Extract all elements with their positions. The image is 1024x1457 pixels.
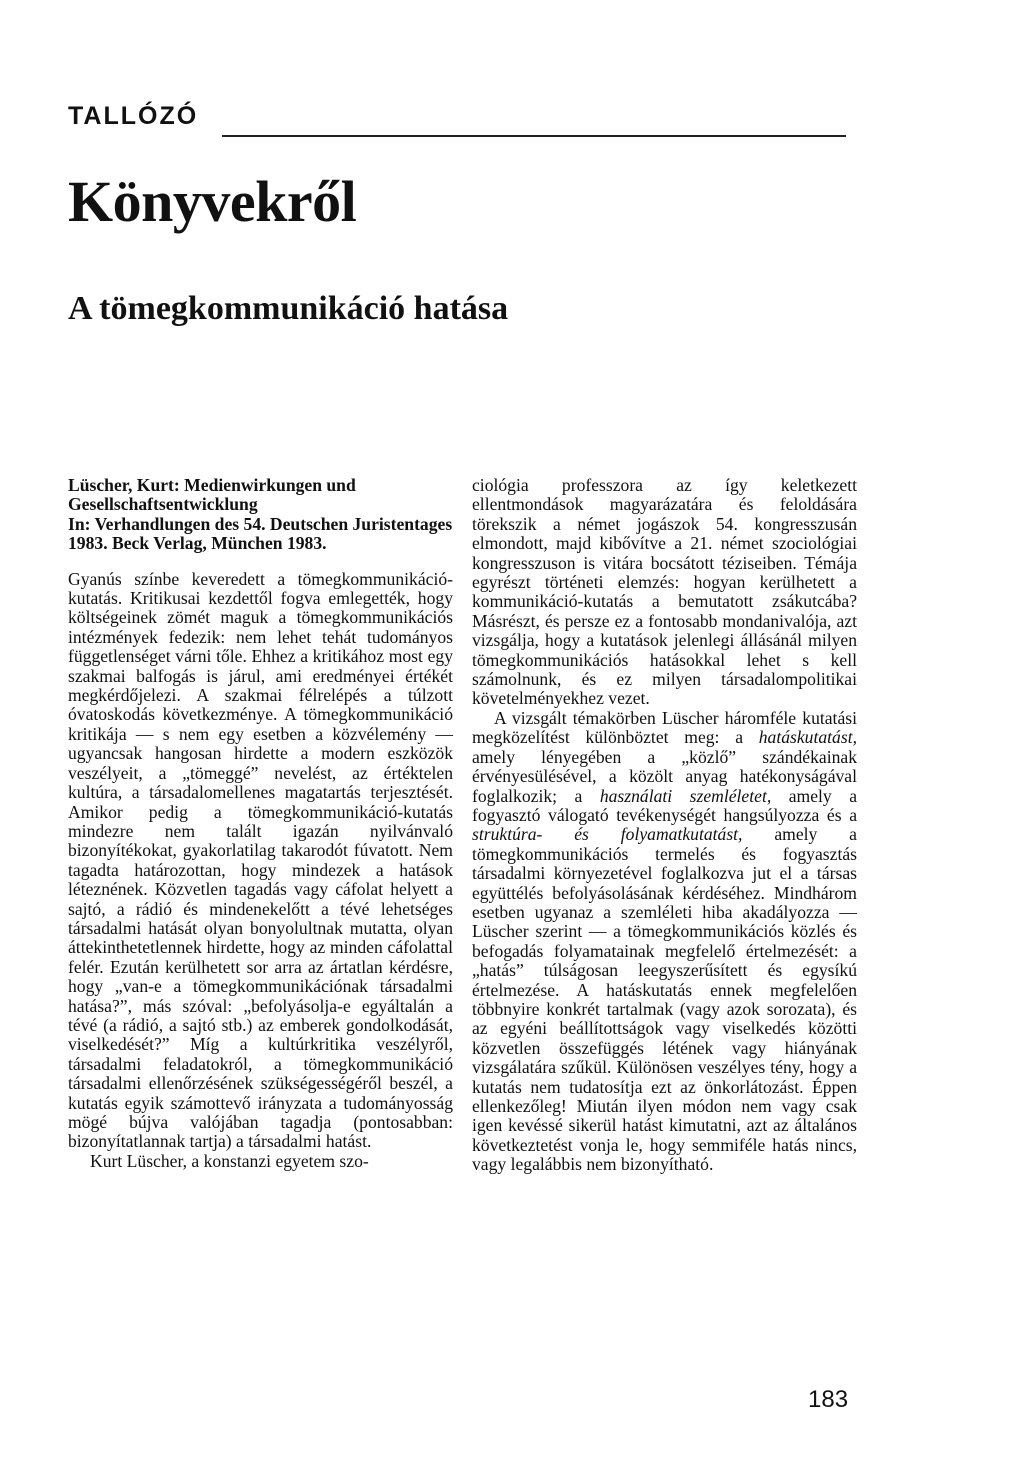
right-column (472, 476, 857, 1175)
paragraph-3: A vizsgált témakörben Lüscher háromféle kutatási megközelítést különböztet meg: a hatáskutatást, amely lényegében a „közlő” szándékainak érvényesülésével, a közölt anyag hatékonyságával foglalkozik; a használati szemléletet, amely a fogyasztó válogató tevékenységét hangsúlyozza és a struktúra- és folyamatkutatást, amely a tömegkommunikációs termelés és fogyasztás társadalmi környezetével foglalkozva jut el a társas együttélés befolyásolásának kérdéséhez. Mindhárom esetben ugyanaz a szemléleti hiba akadályozza — Lüscher szerint — a tömegkommunikációs közlés és befogadás folyamatainak megfelelő értelmezését: a „hatás” túlságosan leegyszerűsített és egysíkú értelmezése. A hatáskutatás ennek megfelelően többnyire konkrét tartalmak (vagy azok sorozata), és az egyéni beállítottságok vagy viselkedés közötti közvetlen összefüggés létének vagy hiányának vizsgálatára szűkül. Különösen veszélyes tény, hogy a kutatás nem tudatosítja ezt az önkorlátozást. Éppen ellenkezőleg! Miután ilyen módon nem vagy csak igen kevéssé sikerül hatást kimutatni, azt az általános következtetést vonja le, hogy semmiféle hatás nincs, vagy legalábbis nem bizonyítható. (472, 707, 858, 1175)
paragraph-1: Gyanús színbe keveredett a tömegkommunikáció-kutatás. Kritikusai kezdettől fogva emlegették, hogy költségeinek zömét maguk a tömegkommunikációs intézmények fedezik: nem lehet tehát tudományos függetlenséget várni tőle. Ehhez a kritikához most egy szakmai balfogás is járul, ami eredményei értékét megkérdőjelezi. A szakmai félrelépés a túlzott óvatoskodás következménye. A tömegkommunikáció kritikája — s nem egy esetben a közvélemény — ugyancsak hangosan hirdette a modern eszközök veszélyeit, a „tömeggé” nevelést, az értéktelen kultúra, a társadalomellenes magatartás terjesztését. Amikor pedig a tömegkommunikáció-kutatás mindezre nem talált igazán nyilvánvaló bizonyítékokat, gyakorlatilag takarodót fúvatott. Nem tagadta határozottan, hogy mindezek a hatások léteznének. Közvetlen tagadás vagy cáfolat helyett a sajtó, a rádió és mindenekelőtt a tévé lehetséges társadalmi hatását olyan bonyolultnak mutatta, olyan áttekinthetetlennek hirdette, hogy az minden cáfolattal felér. Ezután kerülhetett sor arra az ártatlan kérdésre, hogy „van-e a tömegkommunikációnak társadalmi hatása?”, más szóval: „befolyásolja-e egyáltalán a tévé (a rádió, a sajtó stb.) az emberek gondolkodását, viselkedését?” Míg a kultúrkritika veszélyről, társadalmi feladatokról, a tömegkommunikáció társadalmi ellenőrzésének szükségességéről beszél, a kutatás egyik számottevő irányzata a tudományosság mögé bújva valójában tagadja (pontosabban: bizonyítatlannak tartja) a társadalmi hatást. (68, 568, 453, 1152)
page-number: 183 (808, 1386, 849, 1413)
book-reference (68, 476, 453, 554)
paragraph-2-start: Kurt Lüscher, a konstanzi egyetem szo- (90, 1150, 369, 1171)
emphasized-term-2: használati szemléletet, (599, 785, 772, 806)
article-subtitle: A tömegkommunikáció hatása (68, 290, 509, 327)
emphasized-term-3: struktúra- és folyamatkutatást, (472, 824, 743, 845)
reference-source: In: Verhandlungen des 54. Deutschen Juristentages 1983. Beck Verlag, München 1983. (68, 513, 453, 554)
emphasized-term-1: hatáskutatást, (758, 727, 857, 748)
section-rule (222, 135, 846, 137)
left-column (68, 476, 453, 1171)
section-label: TALLÓZÓ (68, 102, 199, 130)
page-title: Könyvekről (68, 169, 357, 234)
reference-work: Medienwirkungen und Gesellschaftsentwicklung (68, 475, 356, 515)
reference-author: Lüscher, Kurt: (68, 475, 180, 495)
paragraph-2-end: ciológia professzora az így keletkezett ellentmondások magyarázatára és feloldására törekszik a német jogászok 54. kongresszusán elmondott, majd kibővítve a 21. német szociológiai kongresszuson is vitára bocsátott téziseiben. Témája egyrészt történeti elemzés: hogyan kerülhetett a kommunikáció-kutatás a bemutatott zsákutcába? Másrészt, és persze ez a fontosabb mondanivalója, azt vizsgálja, hogy a kutatások jelenlegi állásánál milyen tömegkommunikációs hatásokkal lehet s kell számolnunk, és ez milyen társadalompolitikai követelményekhez vezet. (472, 475, 857, 709)
